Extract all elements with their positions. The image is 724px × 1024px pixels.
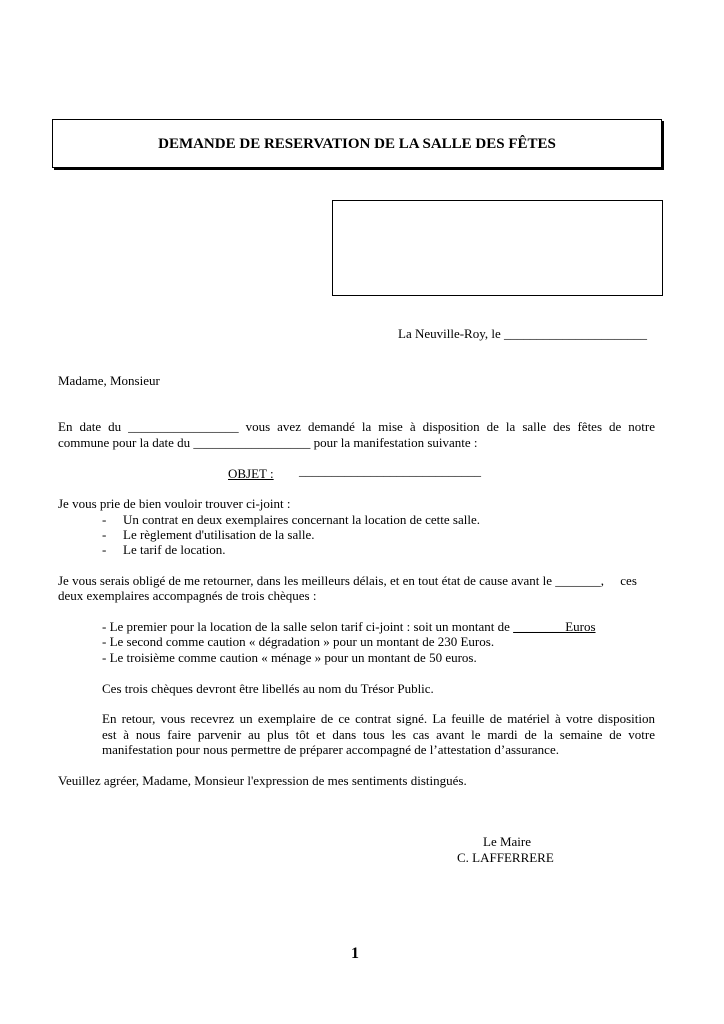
attachment-item: Le règlement d'utilisation de la salle.: [123, 527, 315, 542]
place-date: La Neuville-Roy, le ______________________: [398, 326, 648, 341]
closing: Veuillez agréer, Madame, Monsieur l'expression de mes sentiments distingués.: [58, 773, 467, 788]
page-number: 1: [351, 945, 359, 962]
bullet: -: [102, 527, 107, 542]
address-box: [332, 200, 663, 296]
return-line-2: est à nous faire parvenir au plus tôt et dans tous les cas avant le mardi de la semaine de votre: [102, 727, 655, 742]
cheque-first-text: - Le premier pour la location de la salle selon tarif ci-joint : soit un montant de: [102, 619, 514, 634]
attachment-item: Un contrat en deux exemplaires concernant la location de cette salle.: [123, 512, 480, 527]
cheque-second: - Le second comme caution « dégradation » pour un montant de 230 Euros.: [102, 634, 495, 649]
signature-role: Le Maire: [483, 834, 532, 849]
return-line-3: manifestation pour nous permettre de préparer accompagné de l’attestation d’assurance.: [102, 742, 559, 757]
bullet: -: [102, 542, 107, 557]
salutation: Madame, Monsieur: [58, 373, 160, 388]
request-line-1: En date du _________________ vous avez demandé la mise à disposition de la salle des fêtes de notre: [58, 419, 655, 434]
request-line-2: commune pour la date du __________________ pour la manifestation suivante :: [58, 435, 478, 450]
objet-label: OBJET :: [228, 466, 274, 481]
page-title: DEMANDE DE RESERVATION DE LA SALLE DES FÊTES: [158, 136, 556, 152]
cheque-first-amount: ________Euros: [513, 619, 596, 634]
cheque-third: - Le troisième comme caution « ménage » pour un montant de 50 euros.: [102, 650, 477, 665]
return-line-1: En retour, vous recevrez un exemplaire de ce contrat signé. La feuille de matériel à votre disposition: [102, 711, 655, 726]
cheque-first: [102, 619, 596, 635]
objet-blank: ____________________________: [299, 463, 481, 478]
return-request-line-2: deux exemplaires accompagnés de trois chèques :: [58, 588, 317, 603]
attachment-item: Le tarif de location.: [123, 542, 226, 557]
return-request-line-1: Je vous serais obligé de me retourner, dans les meilleurs délais, et en tout état de cause avant le _______, ces: [58, 573, 637, 588]
bullet: -: [102, 512, 107, 527]
attachments-intro: Je vous prie de bien vouloir trouver ci-joint :: [58, 496, 291, 511]
signature-name: C. LAFFERRERE: [457, 850, 554, 865]
payable-note: Ces trois chèques devront être libellés au nom du Trésor Public.: [102, 681, 434, 696]
